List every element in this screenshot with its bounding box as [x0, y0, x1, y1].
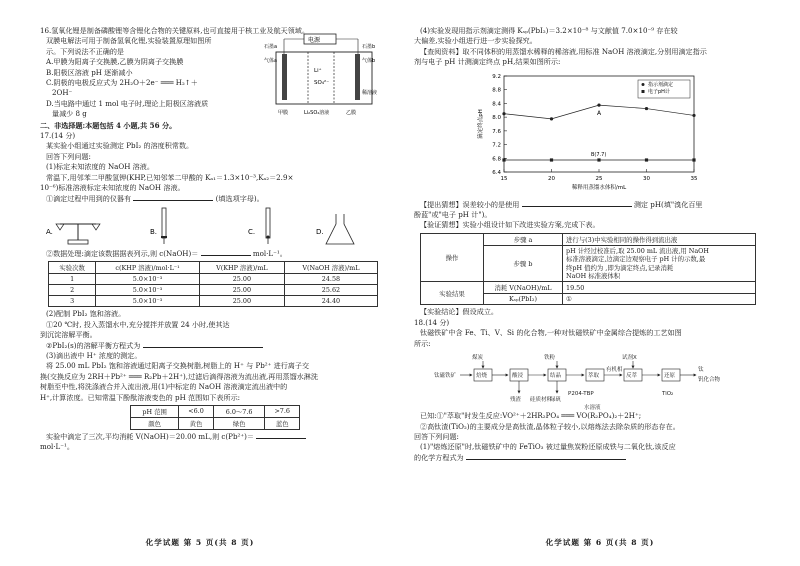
- hypothesis-line: [414, 200, 764, 210]
- flow-organic: 有机相: [606, 367, 623, 374]
- svg-text:A.: A.: [46, 227, 53, 236]
- q16-option-d: D.当电路中通过 1 mol 电子时,理论上阳极区溶液质: [46, 98, 209, 108]
- table-cell: 操作: [421, 233, 484, 282]
- data-point: [597, 103, 600, 106]
- annotation-b: B(7.7): [591, 151, 607, 158]
- table-cell: 消耗 V(NaOH)/mL: [484, 282, 563, 294]
- table-header-row: [49, 262, 378, 274]
- q17-fill-hint: (填选项字母)。: [215, 193, 264, 203]
- flow-fe: 铁粉: [544, 355, 556, 362]
- flow-p204: P204-TBP: [568, 391, 594, 398]
- table-row: [421, 233, 756, 245]
- svg-text:气体b: 气体b: [362, 58, 376, 64]
- q17-line: 常温下,用邻苯二甲酸氢钾(KHP,已知邻苯二甲酸的 Kₐ₁＝1.3×10⁻³,Kₐ₂＝2.9×: [46, 172, 294, 182]
- table-cell: 5.0×10⁻³: [96, 296, 200, 307]
- table-cell: 25.62: [284, 285, 377, 296]
- table-row: [49, 285, 378, 296]
- data-point: [502, 158, 505, 161]
- y-tick-label: 8.0: [492, 114, 501, 121]
- table-cell: 绿色: [213, 417, 265, 429]
- process-flowchart: [434, 351, 754, 411]
- table-row: [131, 417, 300, 429]
- flow-residue: 残渣: [510, 397, 522, 404]
- svg-text:稀溶液: 稀溶液: [362, 90, 378, 96]
- x-tick-label: 30: [643, 175, 650, 182]
- table-cell: 19.50: [563, 282, 756, 294]
- page-footer: 化学试题 第 5 页(共 8 页): [145, 538, 255, 547]
- q16-option-c-cont: 2OH⁻: [52, 88, 73, 98]
- answer-blank[interactable]: [201, 255, 251, 256]
- flow-roast: 焙烧: [476, 373, 488, 380]
- q18-equation-text: 的化学方程式为: [414, 452, 464, 462]
- table-cell: 6.0～7.6: [213, 405, 265, 417]
- q17-line: 换(交换反应为 2RH＋Pb²⁺ ═══ R₂Pb＋2H⁺),过滤后滴得溶液为流出液,再用蒸馏水淋洗: [40, 371, 318, 381]
- flow-reagent: 试剂X: [622, 355, 637, 362]
- table-header: c(KHP 溶液)/mol·L⁻¹: [96, 262, 200, 274]
- q17-head: 17.(14 分): [40, 131, 76, 141]
- q17-4-line: 剂与电子 pH 计测滴定终点 pH,结果如图所示:: [414, 57, 561, 67]
- q17-4-line: 大偏差,实验小组进行进一步实验探究。: [414, 36, 537, 46]
- table-cell: 黄色: [179, 417, 214, 429]
- right-page: [400, 0, 800, 566]
- q17-equilibrium-text: ②PbI₂(s)的溶解平衡方程式为: [46, 340, 141, 350]
- q17-instrument-text: ①滴定过程中用到的仪器有: [46, 193, 132, 203]
- q18-note: 已知:①"萃取"时发生反应:VO²⁺＋2HR₂PO₄ ═══ VO(R₂PO₄)₂＋2H⁺;: [420, 411, 642, 421]
- q16-option-c: C.阴极的电极反应式为 2H₂O＋2e⁻ ═══ H₂↑＋: [46, 78, 198, 88]
- q17-unit: mol·L⁻¹。: [252, 248, 287, 258]
- table-cell: 5.0×10⁻³: [96, 285, 200, 296]
- table-cell: 颜色: [131, 417, 179, 429]
- table-cell: 25.00: [199, 296, 284, 307]
- chart-legend: [638, 80, 690, 98]
- flow-ti: 钛: [698, 367, 704, 374]
- y-tick-label: 7.6: [492, 128, 501, 135]
- q17-line: (3)滴出液中 H⁺ 浓度的测定。: [46, 350, 142, 360]
- verify-line: 【验证猜想】实验小组设计如下改进实验方案,完成下表。: [420, 220, 600, 230]
- hypothesis-text: 【提出猜想】误差较小的是使用: [420, 199, 520, 209]
- q18-note: 回答下列问题:: [414, 431, 459, 441]
- table-row: [49, 274, 378, 285]
- step-b-line: pH 计经过校准后,取 25.00 mL 流出液,用 NaOH: [566, 246, 709, 255]
- table-cell: 进行与(3)中实验相同的操作得到流出液: [563, 233, 756, 245]
- q17-result-text: 实验中滴定了三次,平均消耗 V(NaOH)＝20.00 mL,则 c(Pb²⁺)＝: [46, 431, 254, 441]
- table-cell: >7.6: [265, 405, 300, 417]
- legend-entry: 指示剂滴定: [648, 81, 674, 88]
- data-point: [645, 158, 648, 161]
- step-b-line: NaOH 标准液体积: [566, 272, 621, 281]
- x-tick-label: 20: [548, 175, 555, 182]
- y-tick-label: 7.2: [492, 142, 501, 149]
- section-2-title: 二、非选择题:本题包括 4 小题,共 56 分。: [40, 120, 177, 130]
- q17-line: 某实验小组通过实验测定 PbI₂ 的溶度积常数。: [46, 141, 194, 151]
- q17-line: H⁺,计算浓度。已知常温下酚酞溶液变色的 pH 范围如下表所示:: [40, 392, 241, 402]
- q17-line: 回答下列问题:: [46, 151, 91, 161]
- y-tick-label: 8.4: [492, 101, 501, 108]
- conclusion-line: 【实验结论】假设成立。: [420, 307, 499, 317]
- svg-text:甲膜: 甲膜: [278, 110, 289, 116]
- ph-chart: [474, 70, 714, 198]
- answer-blank[interactable]: [256, 438, 306, 439]
- svg-text:石墨b: 石墨b: [362, 44, 376, 50]
- svg-text:Li⁺: Li⁺: [314, 68, 322, 74]
- burette-b-icon: [161, 208, 167, 244]
- x-axis-label: 稀释用蒸馏水体积/mL: [571, 184, 627, 191]
- data-point: [692, 158, 695, 161]
- q16-option-a: A.甲膜为阳离子交换膜,乙膜为阴离子交换膜: [46, 57, 184, 67]
- q18-equation-line: [414, 453, 764, 463]
- table-header: 实验次数: [49, 262, 96, 274]
- answer-blank[interactable]: [143, 347, 263, 348]
- data-point: [502, 112, 505, 115]
- flow-vitriol: 绿矾: [550, 397, 562, 404]
- q18-line: 钛磁铁矿中含 Fe、Ti、V、Si 的化合物,一种对钛磁铁矿中金属综合提炼的工艺如图: [420, 328, 682, 338]
- table-cell: Kₛₚ(PbI₂): [484, 294, 563, 305]
- table-row: [421, 282, 756, 294]
- burette-c-icon: [266, 208, 270, 244]
- y-tick-label: 6.4: [492, 169, 501, 176]
- flow-acid: 酸浸: [512, 373, 524, 380]
- table-cell: 蓝色: [265, 417, 300, 429]
- table-cell: 1: [49, 274, 96, 285]
- svg-text:B.: B.: [150, 227, 158, 236]
- table-cell: 5.0×10⁻³: [96, 274, 200, 285]
- table-cell: 24.58: [284, 274, 377, 285]
- table-cell: <6.0: [179, 405, 214, 417]
- y-axis-label: 滴定终点pH: [478, 108, 484, 139]
- flow-ore: 钛磁铁矿: [434, 373, 457, 380]
- q18-head: 18.(14 分): [414, 317, 450, 327]
- x-ticks: [501, 169, 698, 182]
- table-cell: pH 范围: [131, 405, 179, 417]
- q18-note: ②高钛渣(TiO₂)的主要成分是高钛渣,晶体粒子较小,以熔炼法去除杂质的形态存在。: [420, 421, 680, 431]
- svg-text:Li₂SO₄溶液: Li₂SO₄溶液: [304, 110, 330, 116]
- y-tick-label: 6.8: [492, 155, 501, 162]
- svg-text:乙膜: 乙膜: [346, 110, 357, 116]
- flow-extract: 萃取: [588, 373, 600, 380]
- q18-note: (1)"熔炼还原"时,钛磁铁矿中的 FeTiO₃ 被过量焦炭粉还原成铁与二氧化钛,该反应: [420, 442, 676, 452]
- q16-line: 示。下列说法不正确的是: [46, 46, 125, 56]
- flow-strip: 反萃: [626, 373, 638, 380]
- data-point: [597, 158, 600, 161]
- hypothesis-cont: 酚蓝"或"电子 pH 计")。: [414, 210, 492, 220]
- svg-text:石墨a: 石墨a: [264, 44, 278, 50]
- step-b-line: 终pH 值约为 ,即为滴定终点,记录消耗: [566, 263, 674, 272]
- table-row: [49, 296, 378, 307]
- q16-option-b: B.阳极区溶液 pH 逐渐减小: [46, 67, 133, 77]
- q17-result-line: [40, 432, 386, 442]
- flow-water: 水溶液: [584, 405, 601, 412]
- x-tick-label: 15: [500, 175, 508, 182]
- answer-blank[interactable]: [522, 206, 632, 207]
- svg-text:C.: C.: [248, 227, 256, 236]
- step-b-line: 标准溶液滴定,边滴定边观察电子 pH 计的示数,最: [566, 255, 706, 264]
- svg-text:电源: 电源: [308, 37, 321, 44]
- table-row: [131, 405, 300, 417]
- q17-equilibrium-line: [40, 341, 386, 351]
- balance-icon: [56, 224, 100, 244]
- svg-text:SO₄²⁻: SO₄²⁻: [314, 80, 330, 86]
- q17-line: 到沉淀溶解平衡。: [40, 330, 97, 340]
- verification-table: [420, 233, 756, 306]
- flow-tio2: TiO₂: [662, 391, 674, 398]
- electrolysis-diagram: [264, 32, 388, 124]
- table-header: V(NaOH 溶液)/mL: [284, 262, 377, 274]
- q16-line: 双膜电解法可用于制备氢氧化锂,实验装置原理如图所: [46, 36, 212, 46]
- annotation-a: A: [597, 109, 602, 117]
- svg-text:D.: D.: [316, 227, 324, 236]
- q17-line: 树脂至中性,将洗涤液合并入流出液,用(1)中标定的 NaOH 溶液滴定流出液中的: [40, 382, 288, 392]
- flow-reduce: 还原: [664, 373, 676, 380]
- titration-table: [48, 261, 378, 307]
- flow-sio2: 硅质材料: [530, 397, 553, 404]
- q16-option-d-cont: 量减少 8 g: [52, 109, 87, 119]
- flow-crystal: 结晶: [550, 373, 562, 380]
- legend-marker: [642, 83, 645, 86]
- answer-blank[interactable]: [133, 200, 213, 201]
- svg-text:气体a: 气体a: [264, 58, 278, 64]
- data-point: [692, 113, 695, 116]
- y-tick-label: 8.8: [492, 87, 501, 94]
- legend-entry: 电子pH计: [648, 88, 670, 95]
- instrument-options: [46, 206, 366, 248]
- q16-line: 16.氢氧化锂是制备磷酸锂等含锂化合物的关键原料,也可直接用于核工业及航天领域。: [40, 26, 309, 35]
- conical-flask-icon: [326, 214, 354, 244]
- q17-instrument-question: [40, 194, 386, 204]
- q17-line: 10⁻⁶)标准溶液标定未知浓度的 NaOH 溶液。: [40, 183, 185, 193]
- flow-coal: 煤炭: [472, 355, 484, 362]
- q18-line: 所示:: [414, 338, 431, 348]
- table-cell: 2: [49, 285, 96, 296]
- data-point: [645, 107, 648, 110]
- flow-vcompound: 钒化合物: [698, 377, 721, 384]
- table-cell: 步骤 a: [484, 233, 563, 245]
- data-point: [550, 158, 553, 161]
- q17-result-unit: mol·L⁻¹。: [40, 442, 74, 452]
- table-cell: 25.00: [199, 274, 284, 285]
- table-cell: 3: [49, 296, 96, 307]
- table-cell: ①: [563, 294, 756, 305]
- page-footer: 化学试题 第 6 页(共 8 页): [545, 538, 655, 547]
- data-point: [550, 117, 553, 120]
- q17-line: 将 25.00 mL PbI₂ 饱和溶液通过阳离子交换树脂,树脂上的 H⁺ 与 Pb²⁺ 进行离子交: [46, 361, 310, 371]
- q17-line: (1)标定未知浓度的 NaOH 溶液。: [46, 162, 154, 172]
- q17-line: (2)配制 PbI₂ 饱和溶液。: [46, 309, 126, 319]
- answer-blank[interactable]: [466, 459, 626, 460]
- indicator-table: [130, 405, 300, 430]
- legend-marker: [642, 90, 645, 93]
- table-cell: [563, 245, 756, 282]
- table-cell: 步骤 b: [484, 245, 563, 282]
- y-tick-label: 9.2: [492, 73, 501, 80]
- q17-data-text: ②数据处理:滴定该数据据表列示,则 c(NaOH)＝: [46, 248, 199, 258]
- q17-line: ①20 ℃时, 投入蒸馏水中,充分搅拌并放置 24 小时,使其达: [46, 319, 230, 329]
- table-cell: 25.00: [199, 285, 284, 296]
- x-tick-label: 25: [595, 175, 603, 182]
- q17-4-line: 【查阅资料】取不同体积的用蒸馏水稀释的稀溶液,用标准 NaOH 溶液滴定,分别用滴定指示: [420, 46, 707, 56]
- table-cell: 24.40: [284, 296, 377, 307]
- table-cell: 实验结果: [421, 282, 484, 305]
- q17-4-line: (4)实验发现用指示剂滴定测得 Kₛₚ(PbI₂)＝3.2×10⁻⁸ 与文献值 7.0×10⁻⁹ 存在较: [420, 26, 678, 35]
- table-header: V(KHP 溶液)/mL: [199, 262, 284, 274]
- q17-data-line: [40, 249, 386, 259]
- x-tick-label: 35: [690, 175, 698, 182]
- hypothesis-hint: 测定 pH(填"溴化百里: [633, 199, 703, 209]
